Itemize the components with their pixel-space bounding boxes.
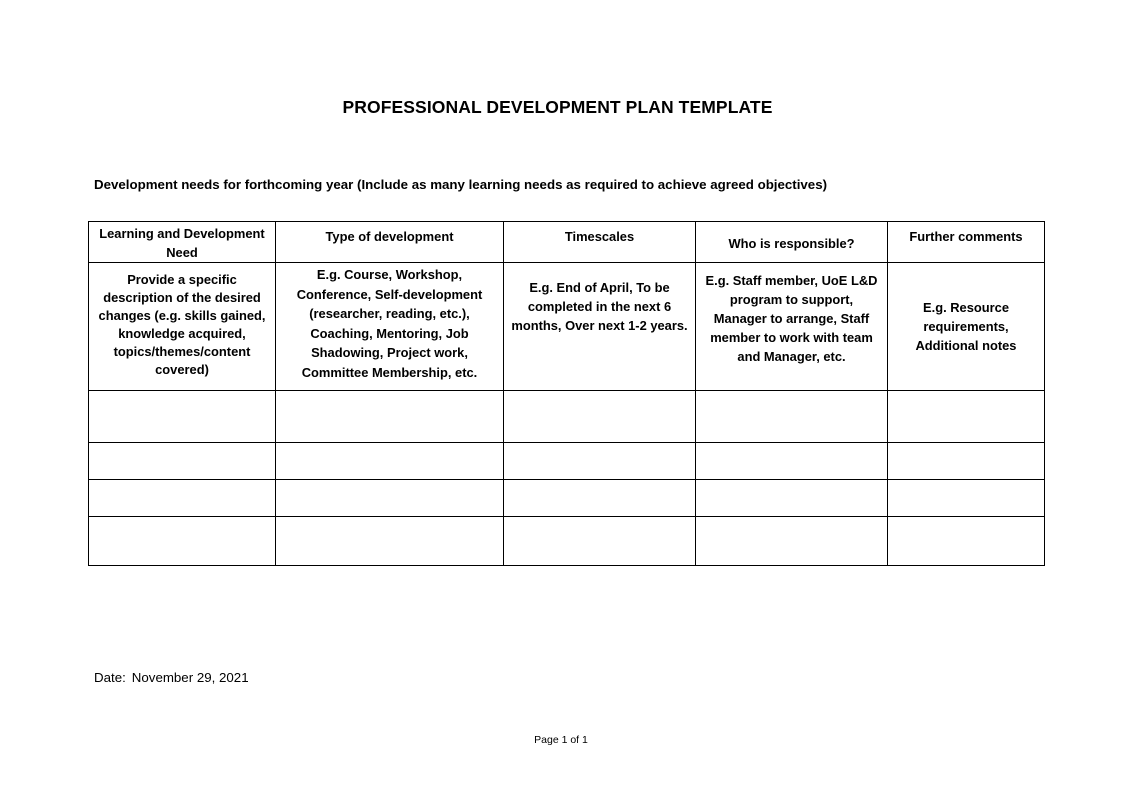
example-need-cell: Provide a specific description of the desired changes (e.g. skills gained, knowledge acquired, topics/themes/content covered) bbox=[89, 263, 276, 391]
date-value: November 29, 2021 bbox=[131, 670, 249, 685]
example-row bbox=[89, 263, 1045, 391]
development-plan-table bbox=[88, 221, 1045, 566]
date-label: Date: bbox=[94, 670, 126, 685]
table-row bbox=[89, 517, 1045, 566]
table-cell[interactable] bbox=[89, 391, 276, 443]
section-subtitle: Development needs for forthcoming year (Include as many learning needs as required to achieve agreed objectives) bbox=[94, 177, 828, 192]
table-cell[interactable] bbox=[504, 443, 696, 480]
table-cell[interactable] bbox=[696, 517, 888, 566]
date-line bbox=[94, 670, 249, 685]
table-cell[interactable] bbox=[888, 517, 1045, 566]
example-timescales-cell: E.g. End of April, To be completed in the next 6 months, Over next 1-2 years. bbox=[504, 263, 696, 391]
table-cell[interactable] bbox=[504, 391, 696, 443]
table-cell[interactable] bbox=[504, 480, 696, 517]
column-header-responsible: Who is responsible? bbox=[696, 222, 888, 263]
column-header-timescales: Timescales bbox=[504, 222, 696, 263]
table-cell[interactable] bbox=[276, 391, 504, 443]
table-cell[interactable] bbox=[89, 517, 276, 566]
table-cell[interactable] bbox=[89, 480, 276, 517]
example-responsible-cell: E.g. Staff member, UoE L&D program to support, Manager to arrange, Staff member to work with team and Manager, etc. bbox=[696, 263, 888, 391]
table-header-row bbox=[89, 222, 1045, 263]
table-cell[interactable] bbox=[504, 517, 696, 566]
table-cell[interactable] bbox=[276, 480, 504, 517]
document-title: PROFESSIONAL DEVELOPMENT PLAN TEMPLATE bbox=[342, 97, 773, 117]
table-cell[interactable] bbox=[696, 391, 888, 443]
example-type-cell: E.g. Course, Workshop, Conference, Self-development (researcher, reading, etc.), Coaching, Mentoring, Job Shadowing, Project work, Committee Membership, etc. bbox=[276, 263, 504, 391]
example-comments-cell: E.g. Resource requirements, Additional notes bbox=[888, 263, 1045, 391]
column-header-comments: Further comments bbox=[888, 222, 1045, 263]
table-cell[interactable] bbox=[888, 391, 1045, 443]
column-header-need: Learning and Development Need bbox=[89, 222, 276, 263]
table-cell[interactable] bbox=[89, 443, 276, 480]
table-row bbox=[89, 443, 1045, 480]
page-number: Page 1 of 1 bbox=[534, 734, 588, 746]
table-cell[interactable] bbox=[276, 443, 504, 480]
table-cell[interactable] bbox=[888, 443, 1045, 480]
table-cell[interactable] bbox=[696, 480, 888, 517]
column-header-type: Type of development bbox=[276, 222, 504, 263]
table-cell[interactable] bbox=[696, 443, 888, 480]
table-cell[interactable] bbox=[888, 480, 1045, 517]
table-cell[interactable] bbox=[276, 517, 504, 566]
table-row bbox=[89, 391, 1045, 443]
table-row bbox=[89, 480, 1045, 517]
